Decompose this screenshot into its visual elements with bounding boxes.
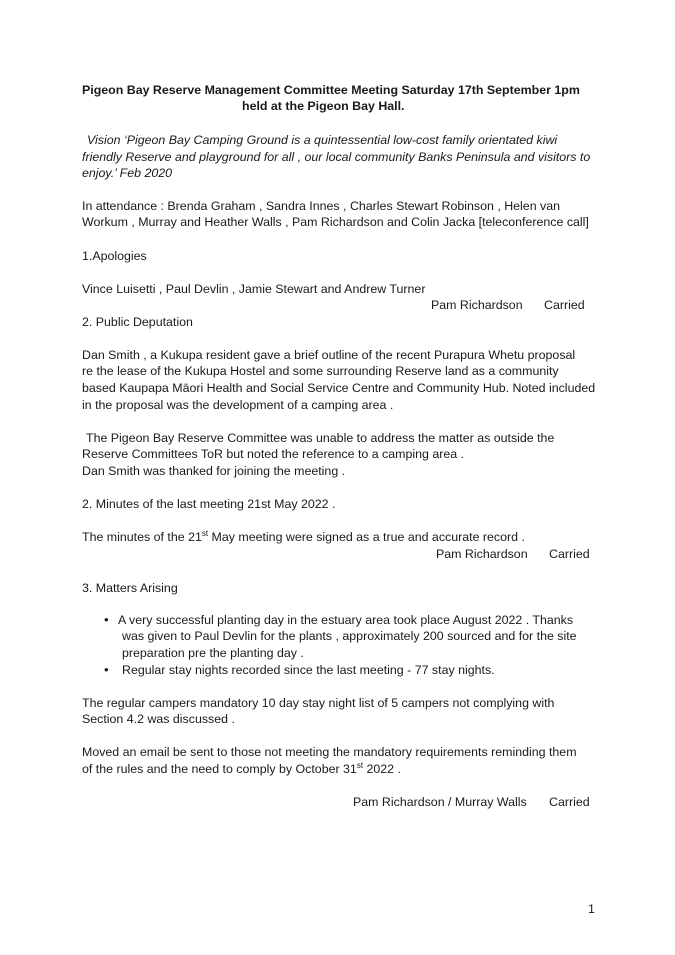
meeting-title-line1: Pigeon Bay Reserve Management Committee Meeting Saturday 17th September 1pm xyxy=(82,83,580,97)
deputation-heading: 2. Public Deputation xyxy=(82,315,193,329)
minutes-text: The minutes of the 21st May meeting were signed as a true and accurate record . xyxy=(82,529,525,544)
bullet2-line1: Regular stay nights recorded since the last meeting - 77 stay nights. xyxy=(122,663,495,677)
bullet-dot-icon: • xyxy=(104,662,109,677)
matters-para2-line1: Moved an email be sent to those not meeting the mandatory requirements reminding them xyxy=(82,745,577,759)
apologies-names: Vince Luisetti , Paul Devlin , Jamie Stewart and Andrew Turner xyxy=(82,282,426,296)
bullet1-line1: A very successful planting day in the estuary area took place August 2022 . Thanks xyxy=(118,613,574,627)
deputation-para2-line2: Reserve Committees ToR but noted the reference to a camping area . xyxy=(82,447,465,461)
matters-heading: 3. Matters Arising xyxy=(82,581,178,595)
vision-line2: friendly Reserve and playground for all , our local community Banks Peninsula and visitors to xyxy=(82,150,591,164)
page-number: 1 xyxy=(588,902,595,916)
deputation-para1-line4: in the proposal was the development of a camping area . xyxy=(82,398,394,412)
bullet-dot-icon: • xyxy=(104,612,109,627)
deputation-para1-line2: re the lease of the Kukupa Hostel and some surrounding Reserve land as a community xyxy=(82,364,559,378)
minutes-result: Carried xyxy=(549,547,590,561)
deputation-para2-line1: The Pigeon Bay Reserve Committee was unable to address the matter as outside the xyxy=(86,431,555,445)
attendance-line1: In attendance : Brenda Graham , Sandra Innes , Charles Stewart Robinson , Helen van xyxy=(82,199,561,213)
apologies-mover: Pam Richardson xyxy=(431,298,523,312)
apologies-heading: 1.Apologies xyxy=(82,249,147,263)
bullet1-line2: was given to Paul Devlin for the plants , approximately 200 sourced and for the site xyxy=(122,629,577,643)
apologies-result: Carried xyxy=(544,298,585,312)
minutes-mover: Pam Richardson xyxy=(436,547,528,561)
attendance-line2: Workum , Murray and Heather Walls , Pam Richardson and Colin Jacka [teleconference call] xyxy=(82,215,589,229)
bullet1-line3: preparation pre the planting day . xyxy=(122,646,304,660)
deputation-para1-line1: Dan Smith , a Kukupa resident gave a brief outline of the recent Purapura Whetu proposal xyxy=(82,348,576,362)
vision-line1: Vision ‘Pigeon Bay Camping Ground is a quintessential low-cost family orientated kiwi xyxy=(87,133,558,147)
matters-para1-line2: Section 4.2 was discussed . xyxy=(82,712,235,726)
deputation-para1-line3: based Kaupapa Māori Health and Social Service Centre and Community Hub. Noted included xyxy=(82,381,596,395)
matters-movers: Pam Richardson / Murray Walls xyxy=(353,795,527,809)
matters-result: Carried xyxy=(549,795,590,809)
matters-para2-line2: of the rules and the need to comply by October 31st 2022 . xyxy=(82,761,401,776)
vision-line3: enjoy.’ Feb 2020 xyxy=(82,166,173,180)
meeting-title-line2: held at the Pigeon Bay Hall. xyxy=(242,99,405,113)
minutes-heading: 2. Minutes of the last meeting 21st May 2022 . xyxy=(82,497,336,511)
deputation-para2-line3: Dan Smith was thanked for joining the meeting . xyxy=(82,464,346,478)
matters-para1-line1: The regular campers mandatory 10 day stay night list of 5 campers not complying with xyxy=(82,696,555,710)
